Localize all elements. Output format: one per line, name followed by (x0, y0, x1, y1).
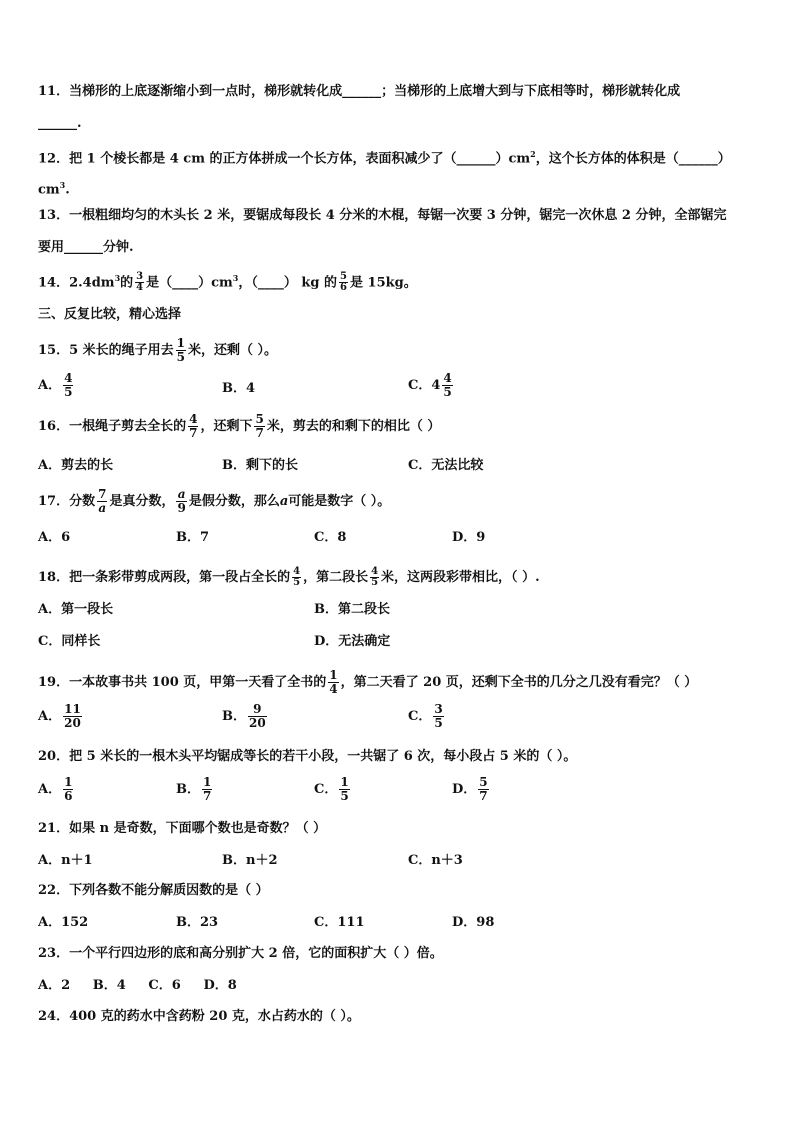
q14-f1-num: 3 (136, 271, 144, 283)
q23-line: 23．一个平行四边形的底和高分别扩大 2 倍，它的面积扩大（ ）倍。 (38, 946, 443, 961)
q12-line1 (38, 146, 731, 167)
q14-f2-den: 6 (340, 282, 347, 294)
q22-line: 22．下列各数不能分解质因数的是（ ） (38, 883, 269, 898)
q17-text-c: 是假分数，那么 (188, 494, 280, 509)
q17-fraction-2 (176, 488, 186, 515)
q19-f-den: 4 (329, 682, 338, 696)
q14-f2-num: 5 (340, 271, 347, 283)
q20-ob-den: 7 (203, 789, 212, 803)
q20-option-c[interactable] (314, 776, 352, 803)
q16-option-a[interactable]: A．剪去的长 (38, 458, 114, 473)
q17-text-a: 17．分数 (38, 494, 96, 509)
q20-option-d[interactable] (452, 776, 491, 803)
q13-line1: 13．一根粗细均匀的木头长 2 米，要锯成每段长 4 分米的木棍，每锯一次要 3 分钟，锯完一次休息 2 分钟，全部锯完 (38, 208, 727, 223)
section-3-heading: 三、反复比较，精心选择 (38, 307, 182, 322)
q20-option-b[interactable] (176, 776, 214, 803)
q12-end: . (65, 182, 70, 198)
q16-option-c[interactable]: C．无法比较 (408, 458, 484, 473)
q19-f-num: 1 (329, 668, 338, 682)
q17-option-b[interactable]: B．7 (176, 530, 210, 545)
q12-sup2: 3 (59, 180, 66, 190)
q16-f1-num: 4 (189, 412, 198, 426)
q16-text-a: 16．一根绳子剪去全长的 (38, 419, 187, 434)
q21-option-a[interactable]: A．n＋1 (38, 853, 93, 868)
q16-option-b[interactable]: B．剩下的长 (222, 458, 298, 473)
q20-option-d-fraction (478, 776, 488, 803)
q20-option-b-fraction (202, 776, 212, 803)
q19-option-b-label: B． (222, 709, 246, 724)
q17-option-a[interactable]: A．6 (38, 530, 71, 545)
q20-oc-num: 1 (340, 775, 349, 789)
q20-option-c-fraction (339, 776, 349, 803)
q15-oc-num: 4 (443, 371, 452, 385)
q19-option-a[interactable] (38, 703, 84, 730)
q14-text-a: 14．2.4dm (38, 275, 115, 291)
q15-option-a-fraction (63, 372, 73, 399)
q18-f2-num: 4 (371, 566, 379, 577)
q19-option-c-label: C． (408, 709, 432, 724)
q14-sup: 3 (114, 273, 121, 283)
q18-option-d[interactable]: D．无法确定 (314, 634, 391, 649)
q16-line (38, 413, 440, 440)
q20-option-d-label: D． (452, 782, 477, 797)
q15-fraction (176, 337, 186, 364)
q20-oc-den: 5 (340, 789, 349, 803)
q19-line (38, 669, 697, 696)
q20-option-c-label: C． (314, 782, 338, 797)
q19-text-b: ，第二天看了 20 页，还剩下全书的几分之几没有看完？（ ） (340, 675, 698, 690)
q18-option-c[interactable]: C．同样长 (38, 634, 101, 649)
q16-fraction-1 (188, 413, 198, 440)
q20-option-a-label: A． (38, 782, 62, 797)
q15-oc-den: 5 (443, 385, 452, 399)
q12-text-b: ，这个长方体的体积是（______） (535, 151, 731, 167)
q17-variable: a (279, 494, 289, 509)
q17-f2-den: 9 (177, 501, 186, 515)
q14-fraction-1 (135, 272, 144, 293)
q18-text-c: 米，这两段彩带相比，（ ）. (381, 570, 540, 585)
q20-option-a-fraction (63, 776, 73, 803)
q19-oc-num: 3 (434, 702, 443, 716)
q15-option-a-label: A． (38, 378, 62, 393)
q17-f1-num: 7 (98, 487, 107, 501)
q15-text-b: 米，还剩（ ）。 (188, 343, 278, 358)
q19-option-a-fraction (63, 703, 82, 730)
q19-fraction (328, 669, 338, 696)
q17-text-b: 是真分数， (109, 494, 175, 509)
q15-option-c[interactable] (408, 372, 455, 399)
q19-ob-den: 20 (249, 716, 266, 730)
q20-od-num: 5 (479, 775, 488, 789)
q17-f2-num: a (177, 487, 186, 501)
q13-line2: 要用______分钟. (38, 240, 134, 255)
q16-f1-den: 7 (189, 426, 198, 440)
q15-line (38, 337, 277, 364)
q20-option-a[interactable] (38, 776, 75, 803)
q11-line1: 11．当梯形的上底逐渐缩小到一点时，梯形就转化成______；当梯形的上底增大到与下底相等时，梯形就转化成 (38, 84, 681, 99)
q18-option-a[interactable]: A．第一段长 (38, 602, 114, 617)
q16-f2-num: 5 (255, 412, 264, 426)
q12-line2 (38, 177, 70, 198)
q15-option-a[interactable] (38, 372, 75, 399)
q22-option-c[interactable]: C．111 (314, 915, 365, 930)
q18-f1-num: 4 (293, 566, 301, 577)
q21-option-c[interactable]: C．n＋3 (408, 853, 463, 868)
q18-option-b[interactable]: B．第二段长 (314, 602, 390, 617)
q14-line (38, 270, 417, 293)
q12-text-a: 12．把 1 个棱长都是 4 cm 的正方体拼成一个长方体，表面积减少了（______）cm (38, 151, 531, 167)
q16-text-b: ，还剩下 (200, 419, 253, 434)
q18-f2-den: 5 (371, 577, 379, 588)
q19-ob-num: 9 (253, 702, 262, 716)
q16-fraction-2 (254, 413, 264, 440)
q20-od-den: 7 (479, 789, 488, 803)
q19-text-a: 19．一本故事书共 100 页，甲第一天看了全书的 (38, 675, 327, 690)
q19-option-b[interactable] (222, 703, 269, 730)
q20-ob-num: 1 (203, 775, 212, 789)
q18-fraction-2 (370, 567, 379, 588)
q17-fraction-1 (97, 488, 107, 515)
q14-sup2: 3 (232, 273, 239, 283)
q14-text-e: 是 15kg。 (350, 275, 417, 291)
q15-oa-num: 4 (64, 371, 73, 385)
q17-option-c[interactable]: C．8 (314, 530, 347, 545)
q20-line: 20．把 5 米长的一根木头平均锯成等长的若干小段，一共锯了 6 次，每小段占 5 米的（ ）。 (38, 749, 577, 764)
q20-oa-num: 1 (64, 775, 73, 789)
q14-text-d: ，（____） kg 的 (238, 275, 338, 291)
q15-f-den: 5 (176, 350, 186, 364)
q16-f2-den: 7 (255, 426, 264, 440)
q15-oa-den: 5 (64, 385, 73, 399)
q18-text-a: 18．把一条彩带剪成两段，第一段占全长的 (38, 570, 291, 585)
q22-option-b[interactable]: B．23 (176, 915, 219, 930)
q19-option-c-fraction (433, 703, 443, 730)
q19-option-b-fraction (248, 703, 267, 730)
q21-line: 21．如果 n 是奇数，下面哪个数也是奇数？（ ） (38, 821, 327, 836)
q18-fraction-1 (292, 567, 301, 588)
q22-option-d[interactable]: D．98 (452, 915, 495, 930)
q15-option-b[interactable]: B．4 (222, 381, 256, 396)
q15-option-c-label: C．4 (408, 378, 441, 393)
q19-option-a-label: A． (38, 709, 62, 724)
q15-option-c-fraction (442, 372, 452, 399)
q18-line (38, 567, 540, 588)
q19-option-c[interactable] (408, 703, 446, 730)
q22-option-a[interactable]: A．152 (38, 915, 89, 930)
q12-unit: cm (38, 182, 60, 198)
q21-option-b[interactable]: B．n＋2 (222, 853, 278, 868)
q17-option-d[interactable]: D．9 (452, 530, 486, 545)
q15-f-num: 1 (176, 336, 186, 350)
q18-text-b: ，第二段长 (303, 570, 369, 585)
q11-line2: ______. (38, 116, 82, 131)
q14-f1-den: 4 (136, 282, 144, 294)
q17-f1-den: a (98, 501, 107, 515)
q19-oa-den: 20 (64, 716, 81, 730)
q16-text-c: 米，剪去的和剩下的相比（ ） (266, 419, 441, 434)
q14-fraction-2 (339, 272, 348, 293)
q23-options[interactable]: A．2 B．4 C．6 D．8 (38, 978, 237, 993)
q19-oc-den: 5 (434, 716, 443, 730)
q12-sup1: 2 (530, 149, 536, 159)
q20-option-b-label: B． (176, 782, 200, 797)
q24-line: 24．400 克的药水中含药粉 20 克，水占药水的（ ）。 (38, 1009, 360, 1024)
q14-text-b: 的 (120, 275, 134, 291)
q17-text-d: 可能是数字（ ）。 (288, 494, 391, 509)
q14-text-c: 是（____）cm (146, 275, 233, 291)
q18-f1-den: 5 (293, 577, 301, 588)
q20-oa-den: 6 (64, 789, 73, 803)
q19-oa-num: 11 (64, 702, 81, 716)
q15-text-a: 15．5 米长的绳子用去 (38, 343, 174, 358)
q17-line (38, 488, 390, 515)
